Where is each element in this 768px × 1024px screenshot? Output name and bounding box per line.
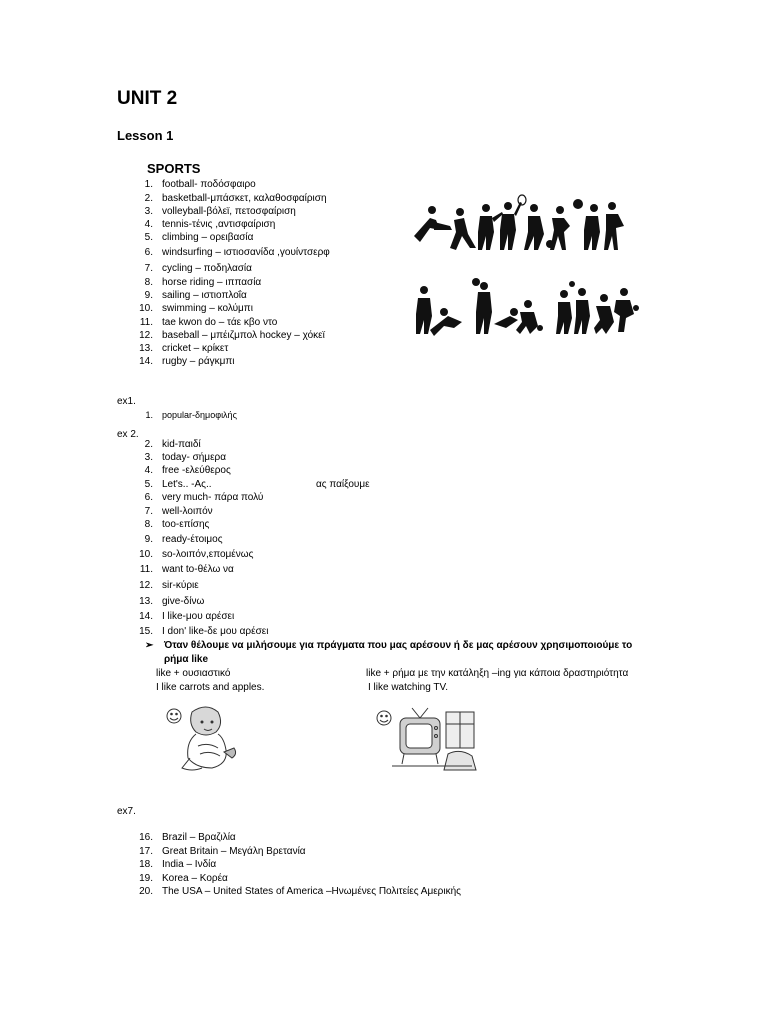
list-item-number: 2.	[144, 193, 153, 204]
list-item-text: rugby – ράγκμπι	[162, 356, 235, 367]
sports-silhouettes-image	[410, 196, 642, 342]
list-item-number: 18.	[139, 859, 153, 870]
child-eating-illustration	[162, 702, 244, 774]
list-item-number: 10.	[139, 303, 153, 314]
list-item-text: baseball – μπέιζμπολ hockey – χόκεϊ	[162, 330, 325, 341]
list-item-text: basketball-μπάσκετ, καλαθοσφαίριση	[162, 193, 327, 204]
rule-bullet: ➢	[145, 640, 154, 651]
list-item-text: swimming – κολύμπι	[162, 303, 253, 314]
list-item-text: India – Ινδία	[162, 859, 217, 870]
list-item-number: 14.	[139, 356, 153, 367]
list-item-number: 4.	[144, 465, 153, 476]
list-item-number: 4.	[144, 219, 153, 230]
list-item-number: 14.	[139, 611, 153, 622]
list-item-number: 3.	[144, 452, 153, 463]
list-item-number: 6.	[144, 492, 153, 503]
list-item-number: 16.	[139, 832, 153, 843]
list-item-number: 5.	[144, 232, 153, 243]
list-item-text: well-λοιπόν	[162, 506, 213, 517]
list-item-text: very much- πάρα πολύ	[162, 492, 264, 503]
list-item-text: tae kwon do – τάε κβο ντο	[162, 317, 278, 328]
list-item-number: 2.	[144, 439, 153, 450]
list-item-number: 7.	[144, 263, 153, 274]
list-item-text: cricket – κρίκετ	[162, 343, 229, 354]
left-rule: like + ουσιαστικό	[156, 668, 231, 679]
list-item-number: 12.	[139, 580, 153, 591]
list-item-text: so-λοιπόν,επομένως	[162, 549, 254, 560]
list-item-text: The USA – United States of America –Ηνωμένες Πολιτείες Αμερικής	[162, 886, 461, 897]
list-item-number: 9.	[144, 534, 153, 545]
ex7-label: ex7.	[117, 806, 136, 817]
list-item-text: too-επίσης	[162, 519, 210, 530]
rule-line-1: Όταν θέλουμε να μιλήσουμε για πράγματα που μας αρέσουν ή δε μας αρέσουν χρησιμοποιούμε το	[164, 640, 633, 651]
list-item-text: want to-θέλω να	[162, 564, 234, 575]
rule-line-2: ρήμα like	[164, 654, 209, 665]
list-item-text: give-δίνω	[162, 596, 205, 607]
list-item-text: I don' like-δε μου αρέσει	[162, 626, 269, 637]
list-item-text: Let's.. -Ας..	[162, 479, 212, 490]
list-item-number: 1.	[145, 410, 153, 420]
list-item-text: sir-κύριε	[162, 580, 199, 591]
list-item-number: 13.	[139, 343, 153, 354]
list-item-number: 11.	[139, 564, 153, 575]
list-item-number: 13.	[139, 596, 153, 607]
list-item-text: horse riding – ιππασία	[162, 277, 262, 288]
sports-heading: SPORTS	[147, 161, 201, 176]
list-item-text: ready-έτοιμος	[162, 534, 223, 545]
watching-tv-illustration	[372, 704, 480, 772]
list-item-text: Korea – Κορέα	[162, 873, 228, 884]
list-item-number: 19.	[139, 873, 153, 884]
list-item-number: 7.	[144, 506, 153, 517]
list-item-extra: ας παίξουμε	[316, 479, 370, 490]
list-item-text: Brazil – Βραζιλία	[162, 832, 236, 843]
list-item-text: free -ελεύθερος	[162, 465, 231, 476]
list-item-text: I like-μου αρέσει	[162, 611, 235, 622]
unit-title: UNIT 2	[117, 88, 178, 109]
list-item-number: 9.	[144, 290, 153, 301]
list-item-text: kid-παιδί	[162, 439, 201, 450]
list-item-text: windsurfing – ιστιοσανίδα ,γουίντσερφ	[162, 247, 330, 258]
list-item-text: tennis-τένις ,αντισφαίριση	[162, 219, 276, 230]
list-item-text: cycling – ποδηλασία	[162, 263, 252, 274]
list-item-text: Great Britain – Μεγάλη Βρετανία	[162, 846, 306, 857]
list-item-number: 10.	[139, 549, 153, 560]
list-item-text: climbing – ορειβασία	[162, 232, 254, 243]
lesson-title: Lesson 1	[117, 128, 174, 143]
list-item-text: volleyball-βόλεϊ, πετοσφαίριση	[162, 206, 296, 217]
list-item-number: 3.	[144, 206, 153, 217]
list-item-number: 12.	[139, 330, 153, 341]
list-item-text: sailing – ιστιοπλοΐα	[162, 290, 247, 301]
list-item-number: 6.	[144, 247, 153, 258]
list-item-number: 5.	[144, 479, 153, 490]
list-item-text: today- σήμερα	[162, 452, 226, 463]
list-item-text: football- ποδόσφαιρο	[162, 179, 256, 190]
right-rule: like + ρήμα με την κατάληξη –ing για κάποια δραστηριότητα	[366, 668, 629, 679]
list-item-number: 8.	[144, 519, 153, 530]
list-item-number: 20.	[139, 886, 153, 897]
left-example: I like carrots and apples.	[156, 682, 265, 693]
list-item-text: popular-δημοφιλής	[162, 410, 237, 420]
list-item-number: 8.	[144, 277, 153, 288]
silhouette-row-bottom	[416, 278, 639, 336]
ex1-label: ex1.	[117, 396, 136, 407]
right-example: I like watching TV.	[368, 682, 449, 693]
list-item-number: 1.	[144, 179, 153, 190]
list-item-number: 15.	[139, 626, 153, 637]
list-item-number: 11.	[139, 317, 153, 328]
silhouette-row-top	[414, 195, 624, 250]
ex2-label: ex 2.	[117, 429, 139, 440]
list-item-number: 17.	[139, 846, 153, 857]
